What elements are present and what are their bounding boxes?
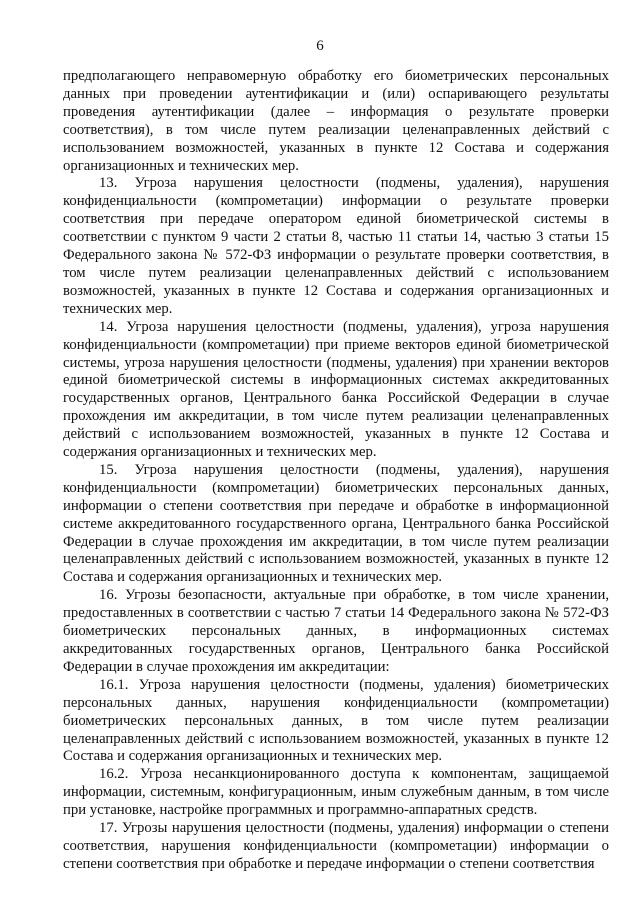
paragraph-16-2: 16.2. Угроза несанкционированного доступа к компонентам, защищаемой информации, системным, конфигурационным, иным служебным данным, в том числе при установке, настройке программных и программно-аппаратных средств.	[63, 766, 609, 819]
paragraph-14: 14. Угроза нарушения целостности (подмены, удаления), угроза нарушения конфиденциальности (компрометации) при приеме векторов единой биометрической системы, угроза нарушения целостности (подмены, удаления) при хранении векторов единой биометрической системы в информационных системах аккредитованных государственных органов, Центрального банка Российской Федерации в случае прохождения им аккредитации, в том числе путем реализации целенаправленных действий с использованием возможностей, указанных в пункте 12 Состава и содержания организационных и технических мер.	[63, 318, 609, 461]
paragraph-15: 15. Угроза нарушения целостности (подмены, удаления), нарушения конфиденциальности (компрометации) биометрических персональных данных, информации о степени соответствия при передаче и обработке в информационной системе аккредитованного государственного органа, Центрального банка Российской Федерации в случае прохождения им аккредитации, в том числе путем реализации целенаправленных действий с использованием возможностей, указанных в пункте 12 Состава и содержания организационных и технических мер.	[63, 461, 609, 586]
paragraph-16-1: 16.1. Угроза нарушения целостности (подмены, удаления) биометрических персональных данных, нарушения конфиденциальности (компрометации) биометрических персональных данных, в том числе путем реализации целенаправленных действий с использованием возможностей, указанных в пункте 12 Состава и содержания организационных и технических мер.	[63, 676, 609, 765]
paragraph-16: 16. Угрозы безопасности, актуальные при обработке, в том числе хранении, предоставленных в соответствии с частью 7 статьи 14 Федерального закона № 572-ФЗ биометрических персональных данных, в информационных системах аккредитованных государственных органов, Центрального банка Российской Федерации в случае прохождения им аккредитации:	[63, 587, 609, 675]
paragraph-continuation: предполагающего неправомерную обработку его биометрических персональных данных при проведении аутентификации и (или) оспаривающего результаты проведения аутентификации (далее – информация о результате проверки соответствия), в том числе путем реализации целенаправленных действий с использованием возможностей, указанных в пункте 12 Состава и содержания организационных и технических мер.	[63, 68, 609, 174]
paragraph-17: 17. Угрозы нарушения целостности (подмены, удаления) информации о степени соответствия, нарушения конфиденциальности (компрометации) информации о степени соответствия при обработке и передаче информации о степени соответствия	[63, 820, 609, 872]
page-number: 6	[316, 38, 324, 54]
paragraph-13: 13. Угроза нарушения целостности (подмены, удаления), нарушения конфиденциальности (компрометации) информации о результате проверки соответствия при передаче оператором единой биометрической системы в соответствии с пунктом 9 части 2 статьи 8, частью 11 статьи 14, частью 3 статьи 15 Федерального закона № 572-ФЗ информации о результате проверки соответствия, в том числе путем реализации целенаправленных действий с использованием возможностей, указанных в пункте 12 Состава и содержания организационных и технических мер.	[63, 175, 609, 317]
document-body	[63, 68, 609, 874]
